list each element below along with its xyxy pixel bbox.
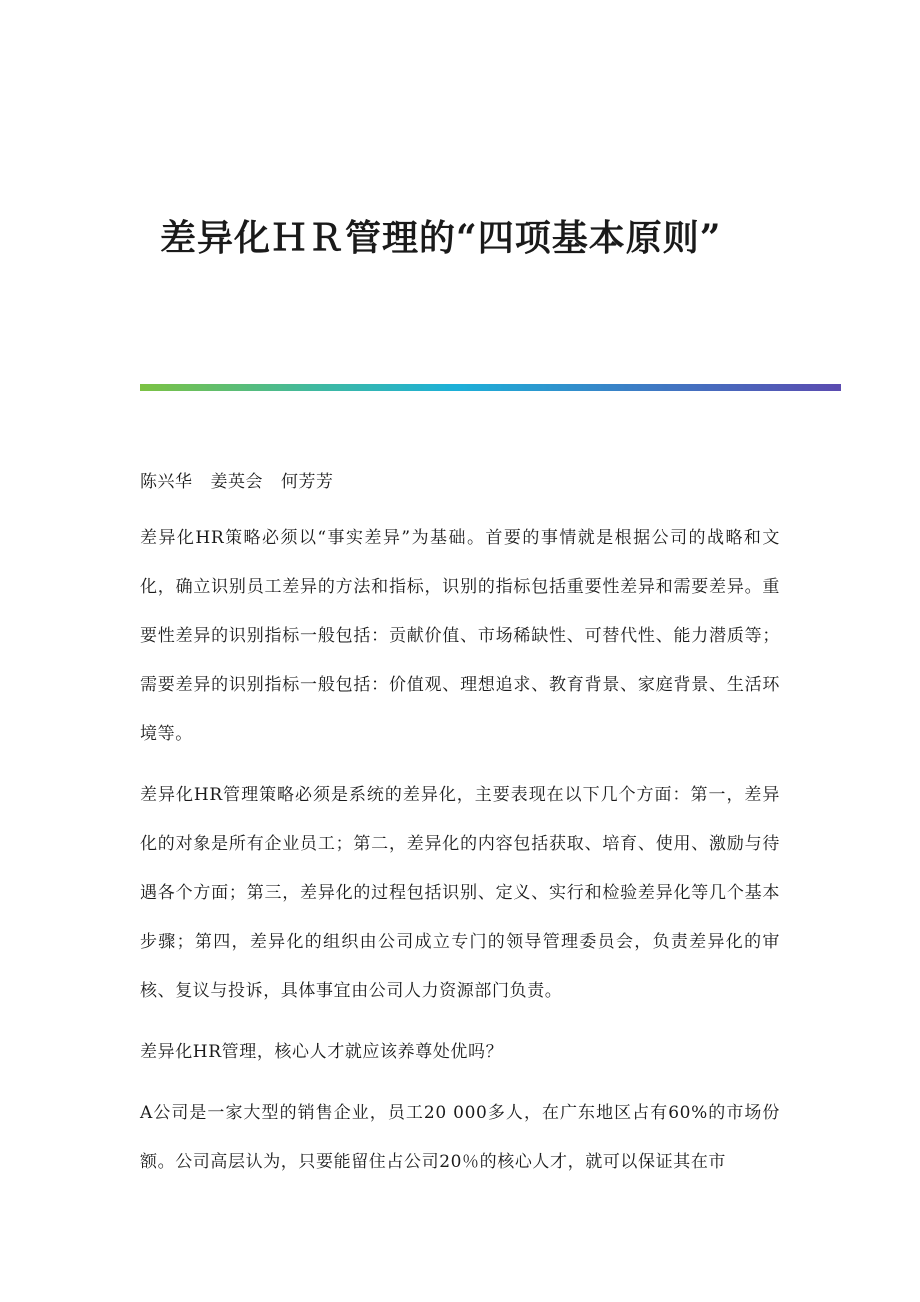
body-paragraph-question: 差异化HR管理，核心人才就应该养尊处优吗？ xyxy=(140,1042,504,1062)
author-line xyxy=(140,462,780,502)
document-title: 差异化ＨＲ管理的“四项基本原则” xyxy=(160,217,722,259)
body-paragraph: A公司是一家大型的销售企业，员工20 000多人，在广东地区占有60%的市场份额。公司高层认为，只要能留住占公司20％的核心人才，就可以保证其在市 xyxy=(140,1103,780,1172)
author-name: 姜英会 xyxy=(210,472,263,492)
author-name: 陈兴华 xyxy=(140,472,193,492)
body-paragraph: 差异化HR管理策略必须是系统的差异化，主要表现在以下几个方面：第一，差异化的对象是所有企业员工；第二，差异化的内容包括获取、培育、使用、激励与待遇各个方面；第三，差异化的过程包括识别、定义、实行和检验差异化等几个基本步骤；第四，差异化的组织由公司成立专门的领导管理委员会，负责差异化的审核、复议与投诉，具体事宜由公司人力资源部门负责。 xyxy=(140,785,780,1001)
title-divider xyxy=(140,384,841,391)
author-name: 何芳芳 xyxy=(281,472,334,492)
document-body xyxy=(140,462,780,1199)
body-paragraph: 差异化HR策略必须以“事实差异”为基础。首要的事情就是根据公司的战略和文化，确立识别员工差异的方法和指标，识别的指标包括重要性差异和需要差异。重要性差异的识别指标一般包括：贡献价值、市场稀缺性、可替代性、能力潜质等；需要差异的识别指标一般包括：价值观、理想追求、教育背景、家庭背景、生活环境等。 xyxy=(140,528,780,744)
